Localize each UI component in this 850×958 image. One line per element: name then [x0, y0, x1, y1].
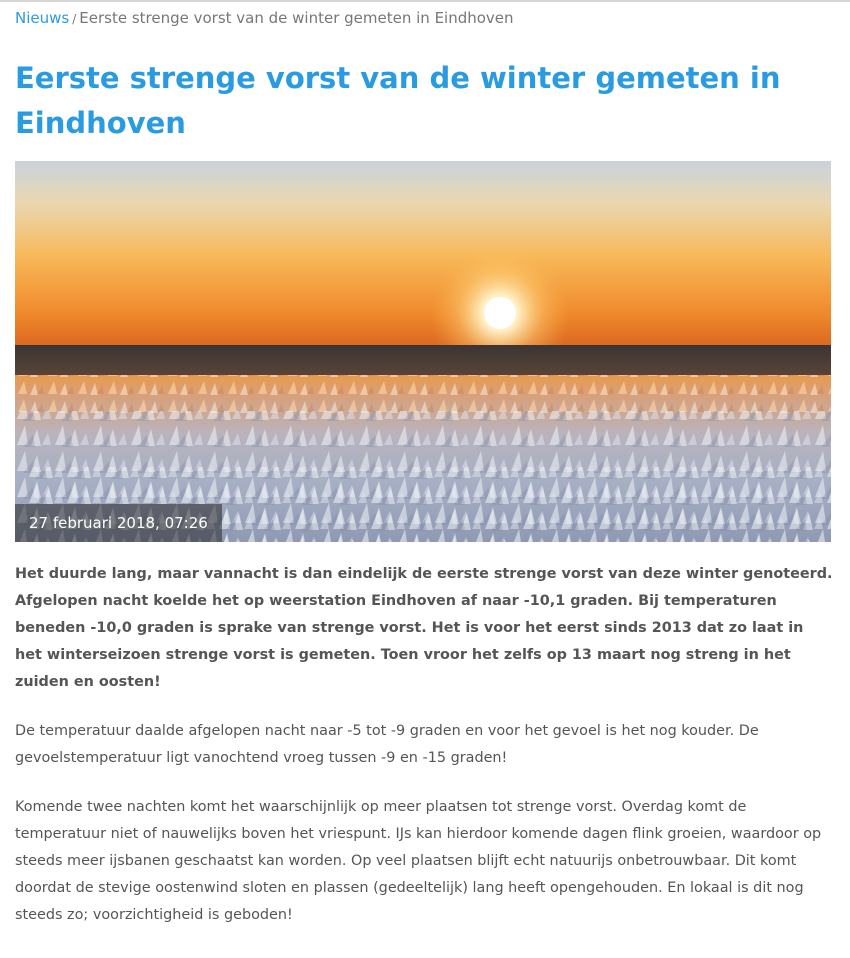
article-title: Eerste strenge vorst van de winter gemeten in Eindhoven	[15, 61, 781, 140]
breadcrumb-separator: /	[72, 12, 77, 26]
frost-sunrise-photo	[15, 161, 831, 542]
article-paragraph: Komende twee nachten komt het waarschijnlijk op meer plaatsen tot strenge vorst. Overdag komt de temperatuur niet of nauwelijks boven het vriespunt. IJs kan hierdoor komende dagen flink groeien, waardoor op steeds meer ijsbanen geschaatst kan worden. Op veel plaatsen blijft echt natuurijs onbetrouwbaar. Dit komt doordat de stevige oostenwind sloten en plassen (gedeeltelijk) lang heeft opengehouden. En lokaal is dit nog steeds zo; voorzichtigheid is geboden!	[15, 799, 822, 923]
breadcrumb-current: Eerste strenge vorst van de winter gemeten in Eindhoven	[79, 9, 514, 27]
article-body	[15, 561, 835, 951]
breadcrumb-home-link[interactable]: Nieuws	[15, 9, 70, 27]
publish-date-badge: 27 februari 2018, 07:26	[15, 504, 222, 542]
top-border	[0, 0, 850, 2]
article-paragraph: De temperatuur daalde afgelopen nacht naar -5 tot -9 graden en voor het gevoel is het nog kouder. De gevoelstemperatuur ligt vanochtend vroeg tussen -9 en -15 graden!	[15, 723, 759, 766]
article-lead: Het duurde lang, maar vannacht is dan eindelijk de eerste strenge vorst van deze winter genoteerd. Afgelopen nacht koelde het op weerstation Eindhoven af naar -10,1 graden. Bij temperaturen beneden -10,0 graden is sprake van strenge vorst. Het is voor het eerst sinds 2013 dat zo laat in het winterseizoen strenge vorst is gemeten. Toen vroor het zelfs op 13 maart nog streng in het zuiden en oosten!	[15, 566, 833, 690]
article-hero-image	[15, 161, 831, 542]
breadcrumb	[15, 8, 514, 29]
